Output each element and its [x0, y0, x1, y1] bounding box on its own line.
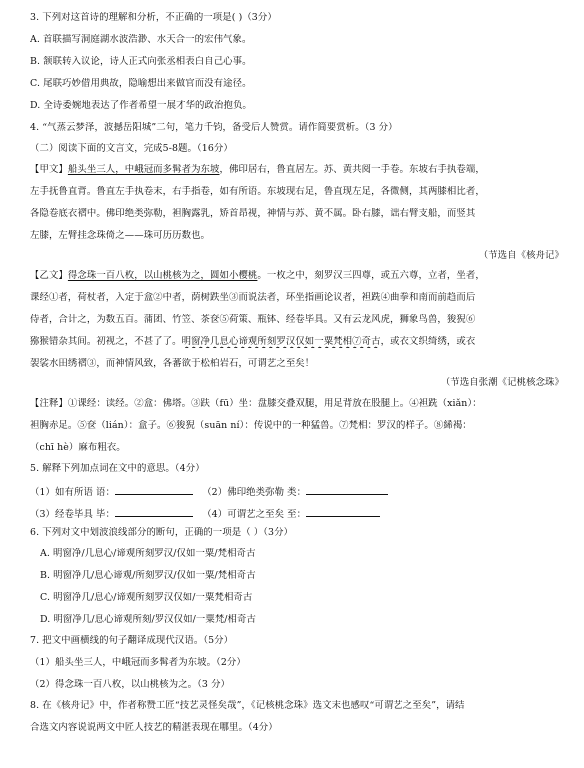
- notes-line: 袒胸赤足。⑤奁（lián）：盒子。⑥狻猊（suān ní）：传说中的一种猛兽。⑦梵相：罗汉的样子。⑧絺褐：: [30, 420, 472, 431]
- notes-line: 【注释】①课经：读经。②盒：佛塔。③趺（fū）坐：盘膝交叠双腿，用足背放在股腿上。④袒跣（xiǎn）：: [30, 398, 482, 409]
- q6-stem: 6. 下列对文中划波浪线部分的断句，正确的一项是（ ）（3分）: [30, 527, 294, 538]
- answer-blank[interactable]: [115, 485, 193, 495]
- q4-text: 4. “气蒸云梦泽，波撼岳阳城”二句，笔力千钧，备受后人赞赏。请作简要赏析。（3 分）: [30, 122, 398, 133]
- q5-row: （1）如有所语 语： （2）佛印绝类弥勒 类：: [30, 485, 560, 499]
- answer-blank[interactable]: [306, 485, 388, 495]
- notes-line: （chī hè）麻布粗衣。: [30, 442, 126, 453]
- q5-stem: 5. 解释下列加点词在文中的意思。（4分）: [30, 463, 205, 474]
- passage-a-line: 左手抚鲁直背。鲁直左手执卷末，右手指卷，如有所语。东坡现右足，鲁直现左足，各微侧，其两膝相比者，: [30, 186, 485, 197]
- q8-line: 合选文内容说说两文中匠人技艺的精湛表现在哪里。（4分）: [30, 722, 278, 733]
- q6-option-b: B. 明窗净几/息心谛观/所刻罗汉/仅如一粟/梵相奇古: [40, 570, 256, 581]
- passage-a-label: 【甲文】: [30, 164, 68, 175]
- q3-stem: 3. 下列对这首诗的理解和分析，不正确的一项是( )（3分）: [30, 12, 277, 23]
- q3-option-b: B. 颔联转入议论，诗人正式向张丞相表白自己心事。: [30, 56, 252, 67]
- passage-b-wavy-sentence: 明窗净几息心谛观所刻罗汉仅如一粟梵相⑦奇古: [181, 336, 381, 347]
- passage-b-underlined-sentence: 得念珠一百八枚，以山桃核为之，圆如小樱桃: [67, 270, 258, 281]
- q6-option-c: C. 明窗净几/息心/谛观所刻罗汉仅如/一粟梵相奇古: [40, 592, 253, 603]
- q6-option-a: A. 明窗净/几息心/谛观所刻罗汉/仅如一粟/梵相奇古: [40, 548, 256, 559]
- q5-row: （3）经卷毕具 毕： （4）可谓艺之至矣 至：: [30, 507, 560, 521]
- passage-b-line: 侍者，合计之，为数五百。蒲团、竹笠、茶奁⑤荷策、瓶钵、经卷毕具。又有云龙风虎，狮象鸟兽，狻猊⑥: [30, 314, 476, 325]
- section-2-heading: （二）阅读下面的文言文，完成5-8题。（16分）: [30, 143, 233, 154]
- q3-option-c: C. 尾联巧妙借用典故，隐喻想出来做官而没有途径。: [30, 78, 252, 89]
- passage-a-underlined-sentence: 船头坐三人，中峨冠而多髯者为东坡: [67, 164, 220, 175]
- passage-b-line: 猕猴错杂其间。初视之，不甚了了。明窗净几息心谛观所刻罗汉仅如一粟梵相⑦奇古，或衣文织绮绣，或衣: [30, 336, 476, 347]
- passage-a-line: 左膝，左臂挂念珠倚之——珠可历历数也。: [30, 230, 211, 241]
- passage-b-label: 【乙文】: [30, 270, 68, 281]
- q3-option-d: D. 全诗委婉地表达了作者希望一展才华的政治抱负。: [30, 100, 252, 111]
- passage-a-source: （节选自《核舟记》: [478, 250, 564, 261]
- q7-item: （2）得念珠一百八枚，以山桃核为之。（3 分）: [30, 679, 231, 690]
- answer-blank[interactable]: [115, 507, 193, 517]
- q7-stem: 7. 把文中画横线的句子翻译成现代汉语。（5分）: [30, 635, 234, 646]
- answer-blank[interactable]: [306, 507, 380, 517]
- q6-option-d: D. 明窗净几/息心谛观所刻/罗汉仅如/一粟梵/相奇古: [40, 614, 256, 625]
- passage-a-line: 各隐卷底衣褶中。佛印绝类弥勒，袒胸露乳，矫首昂视，神情与苏、黄不属。卧右膝，诎右臂支船，而竖其: [30, 208, 476, 219]
- passage-b-line: 课经①者，荷杖者，入定于盒②中者，荫树跌坐③而说法者，环坐指画论议者，袒跣④曲拳和南而前趋而后: [30, 292, 476, 303]
- passage-b-line: 袈裟水田绣褶③，而神情风致，各蕃欲于松柏岩石，可谓艺之至矣！: [30, 358, 315, 369]
- q3-option-a: A. 首联描写洞庭湖水波浩渺、水天合一的宏伟气象。: [30, 34, 252, 45]
- q7-item: （1）船头坐三人，中峨冠而多髯者为东坡。（2分）: [30, 657, 246, 668]
- q8-line: 8. 在《核舟记》中，作者称赞工匠“技艺灵怪矣哉”，《记核桃念珠》选文末也感叹“可谓艺之至矣”，请结: [30, 700, 465, 711]
- passage-b-line: 【乙文】得念珠一百八枚，以山桃核为之，圆如小樱桃。一枚之中，刻罗汉三四尊，或五六尊，立者，坐者，: [30, 270, 485, 281]
- passage-a-line: 【甲文】船头坐三人，中峨冠而多髯者为东坡，佛印居右，鲁直居左。苏、黄共阅一手卷。东坡右手执卷端，: [30, 164, 485, 175]
- passage-b-source: （节选自张潮《记桃核念珠》: [440, 377, 564, 388]
